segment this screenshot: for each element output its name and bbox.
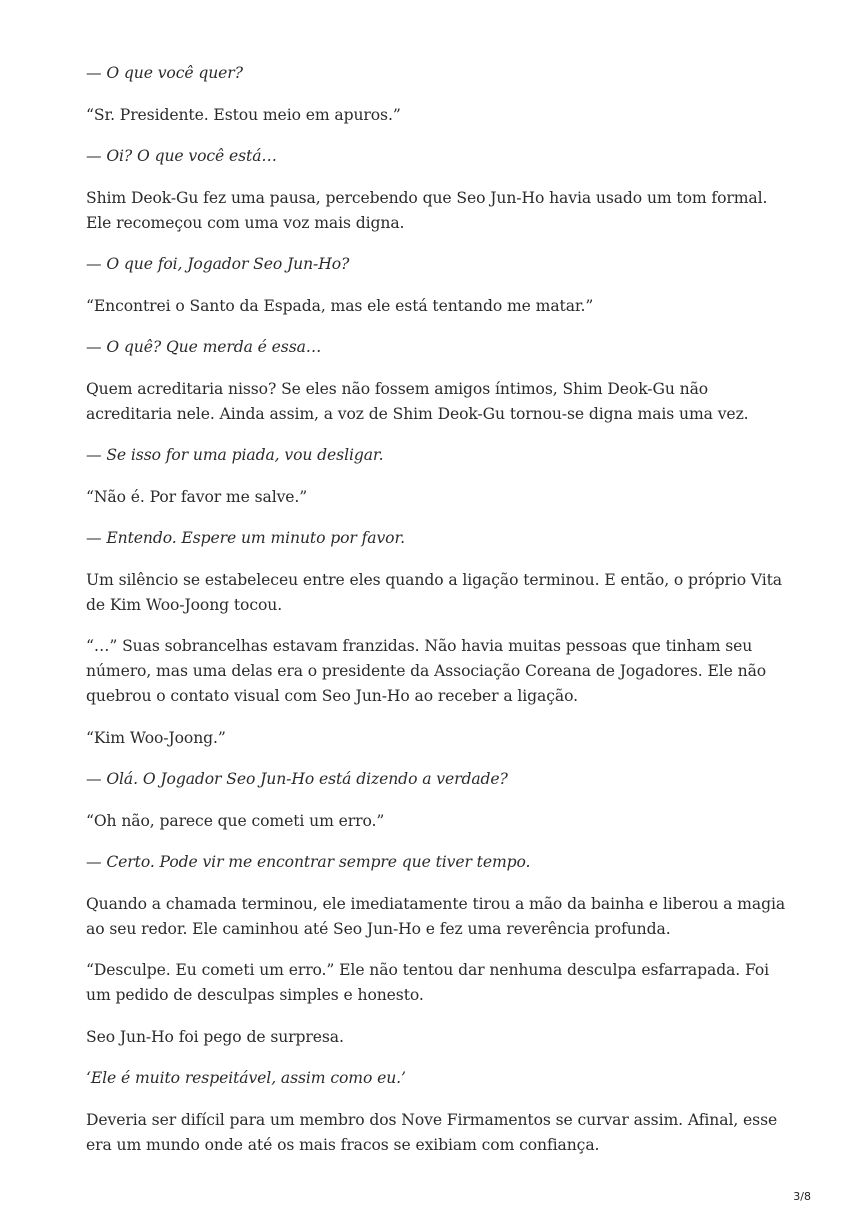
paragraph: Quem acreditaria nisso? Se eles não fossem amigos íntimos, Shim Deok-Gu não acreditaria nele. Ainda assim, a voz de Shim Deok-Gu tornou-se digna mais uma vez. [86,379,749,423]
paragraph: “Não é. Por favor me salve.” [86,487,308,506]
paragraph: “Oh não, parece que cometi um erro.” [86,811,385,830]
paragraph: — O que você quer? [86,64,243,82]
paragraph: “Desculpe. Eu cometi um erro.” Ele não tentou dar nenhuma desculpa esfarrapada. Foi um pedido de desculpas simples e honesto. [86,961,770,1004]
paragraph: — Certo. Pode vir me encontrar sempre que tiver tempo. [86,853,531,871]
paragraph: ‘Ele é muito respeitável, assim como eu.’ [86,1069,406,1087]
paragraph: Um silêncio se estabeleceu entre eles quando a ligação terminou. E então, o próprio Vita de Kim Woo-Joong tocou. [86,570,782,614]
paragraph: — Olá. O Jogador Seo Jun-Ho está dizendo a verdade? [86,770,508,788]
paragraph: — Entendo. Espere um minuto por favor. [86,529,405,547]
paragraph: “Sr. Presidente. Estou meio em apuros.” [86,105,401,124]
paragraph: “…” Suas sobrancelhas estavam franzidas. Não havia muitas pessoas que tinham seu número, mas uma delas era o presidente da Associação Coreana de Jogadores. Ele não quebrou o contato visual com Seo Jun-Ho ao receber a ligação. [86,637,767,705]
paragraph: — O quê? Que merda é essa… [86,338,322,356]
paragraph: — Oi? O que você está… [86,147,277,165]
paragraph: “Kim Woo-Joong.” [86,728,226,747]
document-body [86,61,786,1174]
paragraph: Shim Deok-Gu fez uma pausa, percebendo que Seo Jun-Ho havia usado um tom formal. Ele recomeçou com uma voz mais digna. [86,188,768,232]
paragraph: — O que foi, Jogador Seo Jun-Ho? [86,255,350,273]
paragraph: Seo Jun-Ho foi pego de surpresa. [86,1027,344,1046]
paragraph: Deveria ser difícil para um membro dos Nove Firmamentos se curvar assim. Afinal, esse era um mundo onde até os mais fracos se exibiam com confiança. [86,1110,778,1154]
paragraph: — Se isso for uma piada, vou desligar. [86,446,384,464]
paragraph: “Encontrei o Santo da Espada, mas ele está tentando me matar.” [86,296,594,315]
paragraph: Quando a chamada terminou, ele imediatamente tirou a mão da bainha e liberou a magia ao seu redor. Ele caminhou até Seo Jun-Ho e fez uma reverência profunda. [86,894,786,938]
page-number: 3/8 [793,1190,811,1203]
